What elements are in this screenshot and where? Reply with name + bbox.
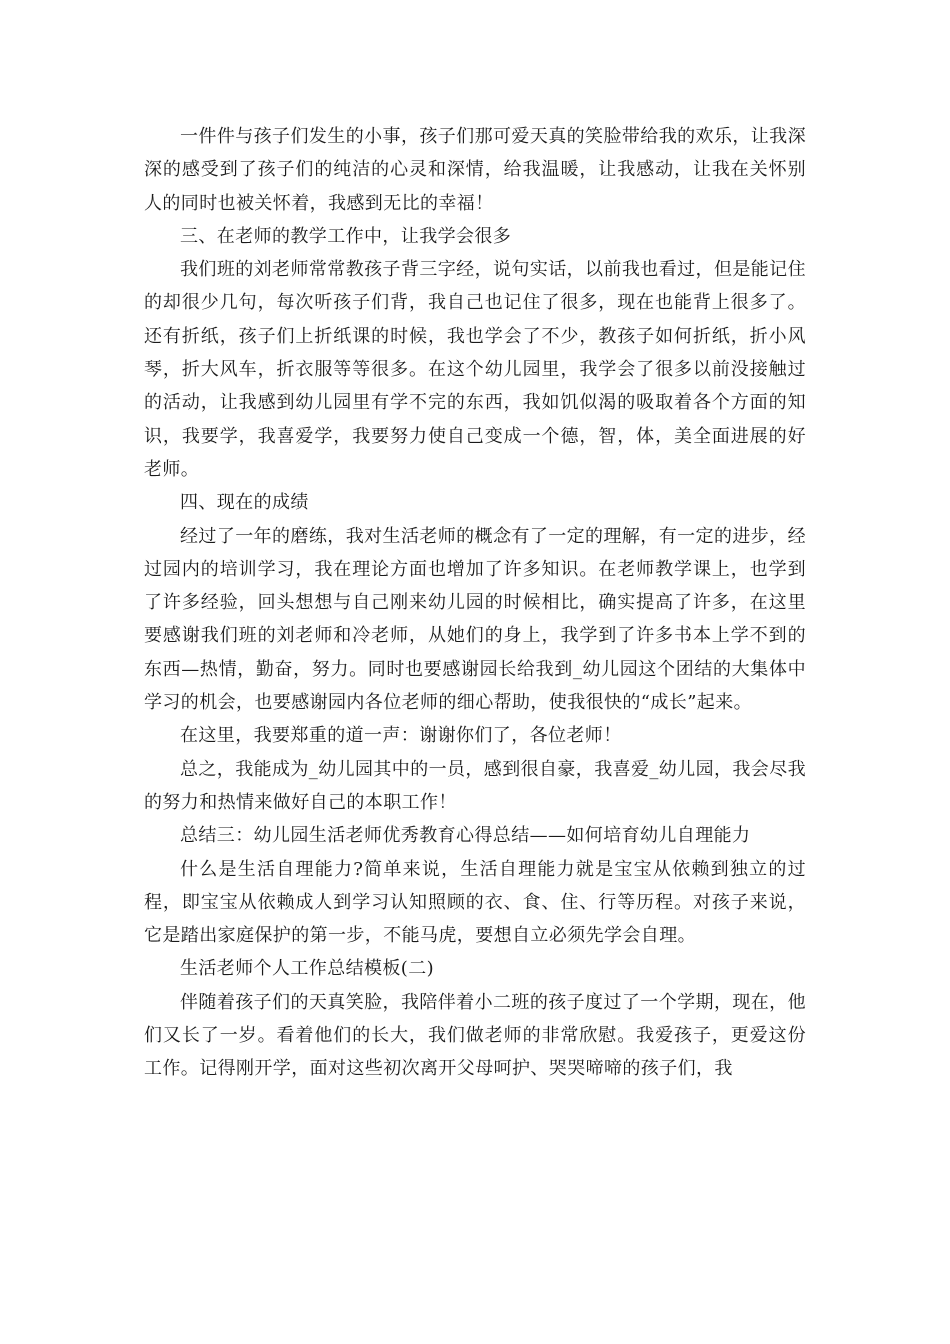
section-heading: 三、在老师的教学工作中，让我学会很多 — [180, 225, 512, 247]
document-body — [144, 120, 806, 1086]
paragraph: 伴随着孩子们的天真笑脸，我陪伴着小二班的孩子度过了一个学期，现在，他们又长了一岁。看着他们的长大，我们做老师的非常欣慰。我爱孩子，更爱这份工作。记得刚开学，面对这些初次离开父母呵护、哭哭啼啼的孩子们，我 — [144, 991, 806, 1080]
paragraph: 经过了一年的磨练，我对生活老师的概念有了一定的理解，有一定的进步，经过园内的培训学习，我在理论方面也增加了许多知识。在老师教学课上，也学到了许多经验，回头想想与自己刚来幼儿园的时候相比，确实提高了许多，在这里要感谢我们班的刘老师和冷老师，从她们的身上，我学到了许多书本上学不到的东西—热情，勤奋，努力。同时也要感谢园长给我到_幼儿园这个团结的大集体中学习的机会，也要感谢园内各位老师的细心帮助，使我很快的“成长”起来。 — [144, 525, 806, 714]
paragraph: 在这里，我要郑重的道一声：谢谢你们了，各位老师！ — [180, 725, 622, 747]
paragraph: 我们班的刘老师常常教孩子背三字经，说句实话，以前我也看过，但是能记住的却很少几句，每次听孩子们背，我自己也记住了很多，现在也能背上很多了。还有折纸，孩子们上折纸课的时候，我也学会了不少，教孩子如何折纸，折小风琴，折大风车，折衣服等等很多。在这个幼儿园里，我学会了很多以前没接触过的活动，让我感到幼儿园里有学不完的东西，我如饥似渴的吸取着各个方面的知识，我要学，我喜爱学，我要努力使自己变成一个德，智，体，美全面进展的好老师。 — [144, 259, 806, 480]
paragraph: 什么是生活自理能力?简单来说，生活自理能力就是宝宝从依赖到独立的过程，即宝宝从依赖成人到学习认知照顾的衣、食、住、行等历程。对孩子来说，它是踏出家庭保护的第一步，不能马虎，要想自立必须先学会自理。 — [144, 858, 806, 947]
paragraph: 总之，我能成为_幼儿园其中的一员，感到很自豪，我喜爱_幼儿园，我会尽我的努力和热情来做好自己的本职工作！ — [144, 758, 806, 813]
section-heading: 生活老师个人工作总结模板(二) — [180, 958, 435, 980]
paragraph: 一件件与孩子们发生的小事，孩子们那可爱天真的笑脸带给我的欢乐，让我深深的感受到了孩子们的纯洁的心灵和深情，给我温暖，让我感动，让我在关怀别人的同时也被关怀着，我感到无比的幸福！ — [144, 126, 806, 214]
section-heading: 总结三：幼儿园生活老师优秀教育心得总结——如何培育幼儿自理能力 — [180, 825, 751, 847]
section-heading: 四、现在的成绩 — [180, 492, 309, 514]
